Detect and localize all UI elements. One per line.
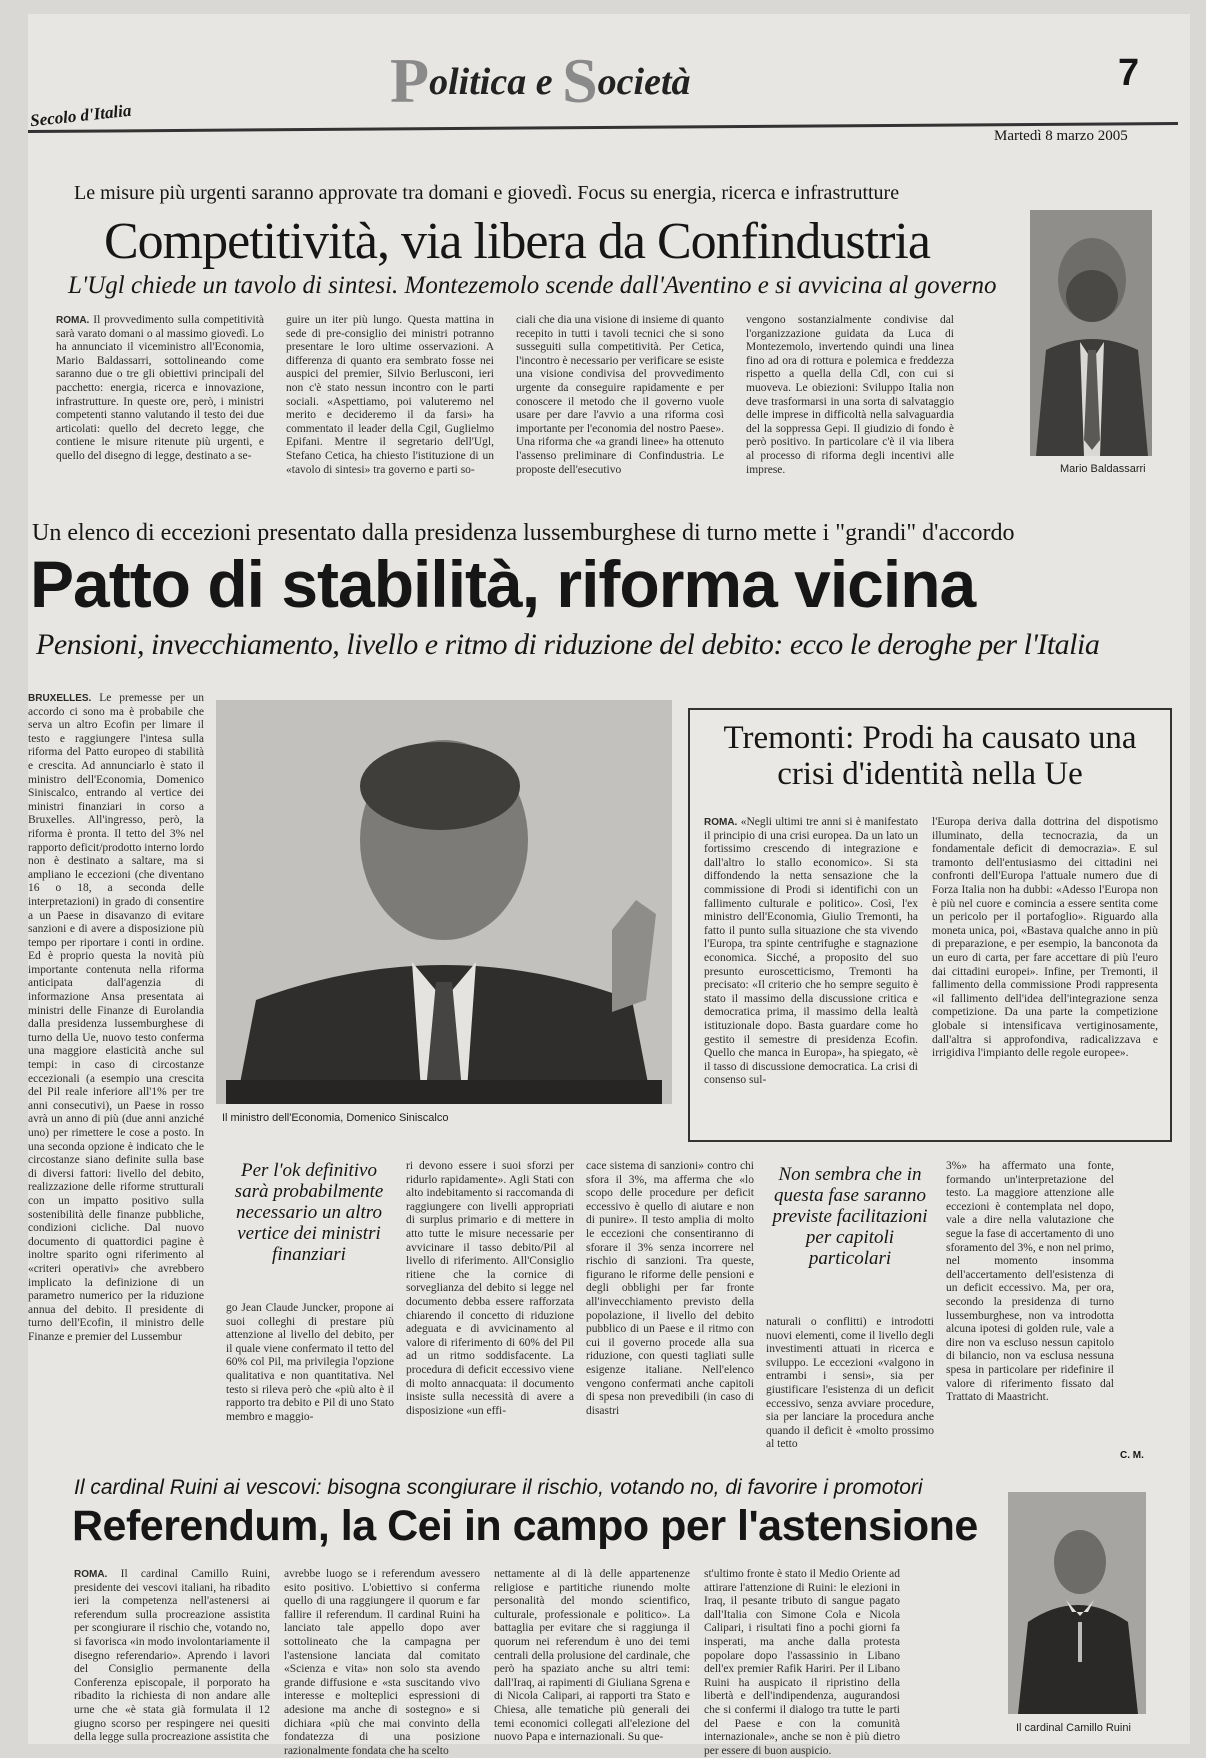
body-column: guire un iter più lungo. Questa mattina in sede di pre-consiglio dei ministri potranno presentare le loro ultime osservazioni. A differenza di quanto era sembrato fosse nei auspici del premier, Silvio Berlusconi, ieri non c'è stato nessun incontro con le parti sociali. «Aspettiamo, poi valuteremo nel merito e decideremo il da farsi» ha commentato il leader della Cgil, Guglielmo Epifani. Mentre il segretario dell'Ugl, Stefano Cetica, ha chiesto l'istituzione di un «tavolo di sintesi» tra governo e parti so- <box>286 314 494 476</box>
body-column: ROMA. Il cardinal Camillo Ruini, presidente dei vescovi italiani, ha ribadito ieri la competenza nell'astenersi ai referendum sulla procreazione assistita per scongiurare il rischio che, votando no, si favorisca «in modo involontariamente il disegno referendario». Aprendo i lavori del Consiglio permanente della Conferenza episcopale, il porporato ha ribadito la richiesta di non andare alle urne che «è stata già formulata il 12 giugno scorso per respingere nei quesiti della legge sulla procreazione assistita che <box>74 1568 270 1744</box>
photo-caption: Il ministro dell'Economia, Domenico Siniscalco <box>222 1112 449 1124</box>
body-column: ROMA. «Negli ultimi tre anni si è manifestato il principio di una crisi europea. Da un lato un fortissimo crescendo di integrazione e dall'altro lo stallo economico». Si sta diffondendo la netta sensazione che la commissione di Prodi si identifichi con un fallimento culturale e politico». Così, l'ex ministro dell'Economia, Giulio Tremonti, ha fatto il punto sulla situazione che sta vivendo l'Europa, tra spinte centrifughe e stagnazione economica. Sicché, a proposito del suo presunto euroscetticismo, Tremonti ha precisato: «Il criterio che ho sempre seguito è stato il massimo della discussione critica e democratica prima, il massimo della lealtà istituzionale dopo. Basta guardare come ho gestito il semestre di presidenza Ecofin. Quello che manca in Europa», ha spiegato, «è il tasso di discussione democratica. La crisi di consenso sul- <box>704 816 918 1087</box>
newspaper-page <box>28 14 1190 1757</box>
article-headline: Patto di stabilità, riforma vicina <box>30 547 976 621</box>
cardinal-photo <box>1008 1492 1146 1714</box>
article-kicker: Il cardinal Ruini ai vescovi: bisogna scongiurare il rischio, votando no, di favorire i promotori <box>74 1476 923 1499</box>
article-kicker: Un elenco di eccezioni presentato dalla presidenza lussemburghese di turno mette i "grandi" d'accordo <box>32 520 1015 546</box>
cardinal-image <box>1008 1492 1146 1714</box>
body-column: avrebbe luogo se i referendum avessero esito positivo. L'obiettivo si conferma quello di una raggiungere il quorum e far fallire il referendum. Il cardinal Ruini ha lanciato tale appello dopo aver sottolineato che la campagna per l'astensione lanciata dal comitato «Scienza e vita» non solo sta avendo grande diffusione e «sta suscitando vivo interesse e molteplici espressioni di adesione ma anche di sostegno» e si dichiara «più che mai convinto della fondatezza di una posizione razionalmente fondata che ha scelto <box>284 1568 480 1757</box>
paper-logo: Secolo d'Italia <box>29 100 133 131</box>
article-headline: Referendum, la Cei in campo per l'astensione <box>72 1502 978 1550</box>
body-column: ciali che dia una visione di insieme di quanto recepito in tutti i tavoli tecnici che si sono susseguiti sulla competitività. Per Cetica, l'incontro è necessario per verificare se esiste una visione condivisa del provvedimento urgente da conseguire rapidamente e per conoscere il metodo che il governo vuole usare per dare l'avvio a una riforma così importante per l'economia del nostro Paese». Una riforma che «a grandi linee» ha ottenuto l'assenso preliminare di Confindustria. Le proposte dell'esecutivo <box>516 314 724 476</box>
body-column: ri devono essere i suoi sforzi per ridurlo rapidamente». Agli Stati con alto indebitamento si raccomanda di raggiungere con livelli appropriati di surplus primario e di mettere in atto tutte le misure necessarie per avvicinare il tasso debito/Pil al livello di riferimento. All'Consiglio ritiene che la cornice di sorveglianza del debito si legge nel documento debba essere rafforzata chiarendo il concetto di riduzione adeguata e di avvicinamento al valore di riferimento di 60% del Pil ad un ritmo soddisfacente. La procedura di deficit eccessivo viene di molto annacquata: il documento insiste sulla necessità di avere a disposizione «un effi- <box>406 1160 574 1417</box>
section-title: Politica e Società <box>390 45 691 116</box>
article-kicker: Le misure più urgenti saranno approvate tra domani e giovedì. Focus su energia, ricerca e infrastrutture <box>74 182 900 204</box>
pull-quote: Per l'ok definitivo sarà probabilmente necessario un altro vertice dei ministri finanziari <box>234 1160 384 1265</box>
body-column: vengono sostanzialmente condivise dal l'organizzazione guidata da Luca di Montezemolo, invertendo quindi una linea fino ad ora di rottura e polemica e freddezza rispetto a quella della Cdl, con cui si muoveva. Le obiezioni: Sviluppo Italia non deve trasformarsi in una sorta di salvataggio delle imprese in difficoltà nella salvaguardia del la soppressa Gepi. Il giudizio di fondo è però positivo. In particolare c'è il via libera al processo di riforma degli incentivi alle imprese. <box>746 314 954 476</box>
article-body <box>56 314 956 504</box>
article-deck: L'Ugl chiede un tavolo di sintesi. Montezemolo scende dall'Aventino e si avvicina al governo <box>68 272 997 299</box>
article-referendum <box>48 1458 1178 1757</box>
body-column: l'Europa deriva dalla dottrina del dispotismo illuminato, della tecnocrazia, da un fondamentale deficit di democrazia». E sul tramonto dell'entusiasmo dei cittadini nei confronti dell'Europa l'attuale numero due di Forza Italia non ha dubbi: «Adesso l'Europa non è più nel cuore e comincia a essere sentita come un pericolo per il portafoglio». Riguardo alla moneta unica, poi, «Bastava qualche anno in più di preparazione, e per esempio, la banconota da un euro di carta, per fare accettare di più l'euro dai cittadini europei». Infine, per Tremonti, il fallimento della commissione Prodi rappresenta «il fallimento dell'idea dell'integrazione senza competizione. Da una parte la competizione globale si intensificava vertiginosamente, dall'altra si approfondiva, radicalizzava e irrigidiva l'impianto delle regole europee». <box>932 816 1158 1060</box>
boxout-headline: Tremonti: Prodi ha causato una crisi d'identità nella Ue <box>723 720 1137 792</box>
body-column: st'ultimo fronte è stato il Medio Oriente ad attirare l'attenzione di Ruini: le elezioni in Iraq, il pesante tributo di sangue pagato dall'Italia con Simone Cola e Nicola Calipari, i risultati fino a pochi giorni fa insperati, ma anche dalla protesta popolare dopo l'assassinio in Libano dell'ex premier Rafik Hariri. Per il Libano Ruini ha auspicato il ripristino della libertà e dell'indipendenza, augurandosi che si confermi il dialogo tra tutte le parti del Paese e con la comunità internazionale», anche se non è più dietro per essere di buon auspicio. <box>704 1568 900 1757</box>
body-column: naturali o conflitti) e introdotti nuovi elementi, come il livello degli investimenti attuati in ricerca e sviluppo. Le eccezioni «valgono in entrambi i sensi», sia per giustificare l'esistenza di un deficit eccessivo, senza avviare procedure, sia per lanciare la procedura anche quando il deficit è «molto prossimo al tetto <box>766 1316 934 1451</box>
author-signature: C. M. <box>1120 1450 1144 1461</box>
article-deck: Pensioni, invecchiamento, livello e ritmo di riduzione del debito: ecco le deroghe per l'Italia <box>36 628 1100 661</box>
body-column: ROMA. Il provvedimento sulla competitività sarà varato domani o al massimo giovedì. Lo ha annunciato il viceministro all'Economia, Mario Baldassarri, sottolineando come saranno due o tre gli obiettivi principali del pacchetto: energia, ricerca e innovazione, infrastrutture. In queste ore, però, i ministri competenti stanno valutando il testo dei due articolati: quello del decreto legge, che contiene le misure ritenute più urgenti, e quello del disegno di legge, destinato a se- <box>56 314 265 462</box>
article-headline: Competitività, via libera da Confindustria <box>104 213 930 270</box>
pull-quote: Non sembra che in questa fase saranno previste facilitazioni per capitoli particolari <box>772 1164 928 1269</box>
article-competitivita <box>48 162 1170 502</box>
photo-caption: Mario Baldassarri <box>1060 463 1146 475</box>
body-column: BRUXELLES. Le premesse per un accordo ci sono ma è probabile che serva un altro Ecofin per limare il testo e raggiungere l'intesa sulla riforma del Patto europeo di stabilità e crescita. Ad annunciarlo è stato il ministro dell'Economia, Domenico Siniscalco, entrando al vertice dei ministri finanziari in corso a Bruxelles. All'ingresso, però, la riforma è pronta. Il tetto del 3% nel rapporto deficit/prodotto interno lordo non è destinato a saltare, ma si ampliano le eccezioni (che diventano 16 o 18, a seconda delle interpretazioni) in grado di consentire a un Paese in disavanzo di evitare sanzioni e di avere a disposizione più tempo per riportare i conti in ordine. Ed è proprio questa la novità più importante contenuta nella riforma anticipata dall'agenzia di informazione Ansa presentata ai ministri delle Finanze di Eurolandia dalla presidenza lussemburghese di turno della Ue, nuovo testo conferma una maggiore elasticità anche sul tempi: in caso di circostanze eccezionali (a esempio una crescita del Pil reale inferiore all'1% per tre anni consecutivi), un Paese in rosso avrà un anno di più (due anni anziché uno) per rimettere le cose a posto. In una seconda opzione è indicato che le circostanze siano definite sulla base di diversi fattori: livello del debito, realizzazione delle riforme strutturali con un impatto positivo sulla sostenibilità delle finanze pubbliche, condizioni cicliche. Dal nuovo documento di quattordici pagine è inoltre sparito ogni riferimento al «criteri operativi» che avrebbero implicato la definizione di un parametro numerico per la riduzione annua del debito. Il presidente di turno dell'Ecofin, il ministro delle Finanze e premier del Lussembur <box>28 692 204 1343</box>
boxout-tremonti <box>688 708 1172 1142</box>
body-column: go Jean Claude Juncker, propone ai suoi colleghi di prestare più attenzione al livello del debito, per il quale viene confermato il tetto del 60% col Pil, ma privilegia l'opzione qualitativa e non quantitativa. Nel testo si rileva però che «più alto è il rapporto tra debito e Pil di uno Stato membro e maggio- <box>226 1302 394 1423</box>
issue-date: Martedì 8 marzo 2005 <box>994 128 1128 144</box>
body-column: 3%» ha affermato una fonte, formando un'interpretazione del testo. La maggiore attenzione alle eccezioni è contemplata nel dopo, vale a dire nella valutazione che segue la fase di accertamento di uno sforamento del 3%, e non nel primo, nel momento insomma dell'accertamento dell'esistenza di un deficit eccessivo. Ma, per ora, secondo la presidenza di turno lussemburghese, non va introdotta alcuna ipotesi di golden rule, vale a dire non va escluso nessun capitolo di bilancio, non va esclusa nessuna spesa in particolare per ridefinire il valore di riferimento fissato dal Trattato di Maastricht. <box>946 1160 1114 1404</box>
masthead <box>28 14 1190 146</box>
minister-image <box>216 700 672 1104</box>
portrait-image <box>1030 210 1152 456</box>
body-column: cace sistema di sanzioni» contro chi sfora il 3%, ma afferma che «lo scopo delle procedure per deficit eccessivo è quello di aiutare e non di punire». Il testo amplia di molto le eccezioni che consentiranno di sforare il 3% senza incorrere nel rischio di sanzioni. Tra queste, figurano le riforme delle pensioni e degli obblighi per far fronte all'invecchiamento previsto della popolazione, il livello del debito pubblico di un Paese e il ritmo con cui il governo procede alla sua riduzione, con questi tagliati sulle esigenze italiane. Nell'elenco vengono confermati anche capitoli di spesa non prevedibili (in caso di disastri <box>586 1160 754 1417</box>
minister-photo <box>216 700 672 1104</box>
article-patto-stabilita <box>28 520 1190 1470</box>
portrait-photo <box>1030 210 1152 456</box>
page-number: 7 <box>1118 52 1140 94</box>
body-column: nettamente al di là delle appartenenze religiose e partitiche riunendo molte personalità del mondo scientifico, culturale, professionale e politico». La battaglia per evitare che si raggiunga il quorum nei referendum è uno dei temi centrali della prolusione del cardinale, che però ha spaziato anche su altri temi: dall'Iraq, ai rapimenti di Giuliana Sgrena e di Nicola Calipari, ai rapporti tra Stato e Chiesa, alle tematiche più generali dei temi economici collegati all'elezione del nuovo Papa e internazionali. Su que- <box>494 1568 690 1744</box>
photo-caption: Il cardinal Camillo Ruini <box>1016 1722 1131 1734</box>
